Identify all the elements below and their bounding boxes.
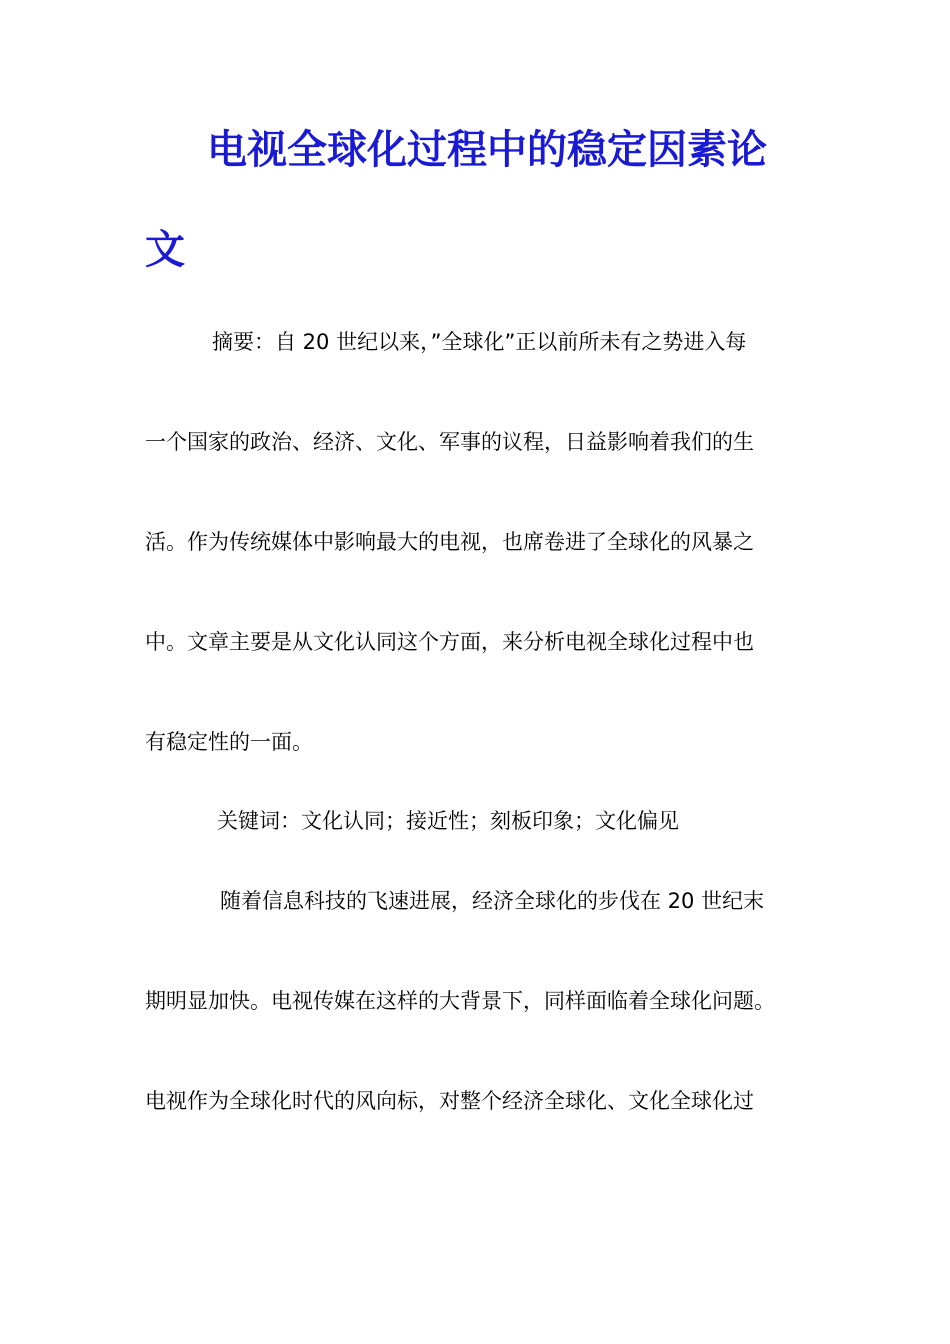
document-title-line-2: 文 — [145, 226, 185, 273]
document-title-line-1: 电视全球化过程中的稳定因素论 — [207, 126, 767, 173]
body-line-3: 电视作为全球化时代的风向标，对整个经济全球化、文化全球化过 — [145, 1089, 754, 1113]
abstract-line-5: 有稳定性的一面。 — [145, 730, 313, 754]
abstract-line-3: 活。作为传统媒体中影响最大的电视，也席卷进了全球化的风暴之 — [145, 530, 754, 554]
keywords-line: 关键词：文化认同；接近性；刻板印象；文化偏见 — [217, 809, 679, 833]
body-line-1: 随着信息科技的飞速进展，经济全球化的步伐在 20 世纪末 — [220, 889, 765, 913]
abstract-line-2: 一个国家的政治、经济、文化、军事的议程，日益影响着我们的生 — [145, 430, 754, 454]
abstract-line-1: 摘要：自 20 世纪以来，”全球化”正以前所未有之势进入每 — [212, 330, 747, 354]
body-line-2: 期明显加快。电视传媒在这样的大背景下，同样面临着全球化问题。 — [145, 989, 775, 1013]
abstract-line-4: 中。文章主要是从文化认同这个方面，来分析电视全球化过程中也 — [145, 630, 754, 654]
